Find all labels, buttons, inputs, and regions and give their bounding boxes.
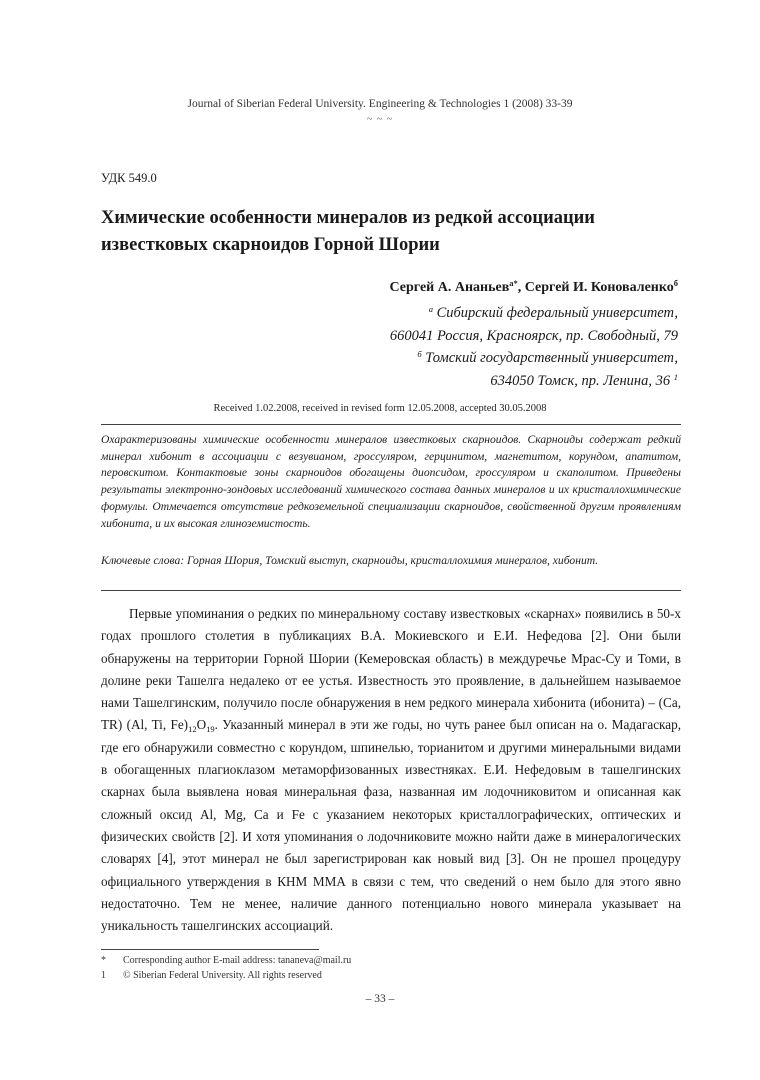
author-affiliation-mark: б: [673, 278, 678, 288]
author-affiliation-mark: а*: [509, 278, 518, 288]
author-name: Сергей А. Ананьев: [389, 280, 510, 295]
title-line-2: известковых скарноидов Горной Шории: [101, 235, 440, 255]
author-list: [389, 280, 678, 296]
title-line-1: Химические особенности минералов из редкой ассоциации: [101, 208, 595, 228]
subscript: 12: [188, 724, 197, 735]
author-name: Сергей И. Коноваленко: [524, 280, 674, 295]
footnote-mark: 1: [673, 371, 678, 382]
footnotes: [101, 954, 681, 983]
abstract: Охарактеризованы химические особенности минералов известковых скарноидов. Скарноиды содержат редкий минерал хибонит в ассоциации с везувианом, гроссуляром, герцинитом, магнетитом, корундом, апатитом, перовскитом. Контактовые зоны скарноидов обогащены диопсидом, гроссуляром и скаполитом. Приведены результаты электронно-зондовых исследований химического состава данных минералов и их кристаллохимические формулы. Отмечается отсутствие редкоземельной специализации скарноидов, свойственной другим проявлениям хибонита, и их высокая глиноземистость.: [101, 433, 681, 530]
footnote-divider: [101, 949, 319, 950]
divider: [101, 590, 681, 591]
footnote: [101, 954, 681, 969]
affiliation-line: $^б$ Томский государственный университет,: [417, 349, 678, 366]
author-separator: ,: [517, 280, 525, 295]
affiliation-mark: б: [417, 349, 422, 359]
affiliation-line: 634050 Томск, пр. Ленина, 36 $^1$: [490, 371, 678, 389]
affiliation-line: 660041 Россия, Красноярск, пр. Свободный, 79: [389, 327, 678, 344]
footnote-text: Corresponding author E-mail address: tananeva@mail.ru: [123, 955, 352, 966]
article-title: [101, 205, 671, 259]
keywords: Ключевые слова: Горная Шория, Томский выступ, скарноиды, кристаллохимия минералов, хибонит.: [101, 554, 599, 567]
received-dates: Received 1.02.2008, received in revised form 12.05.2008, accepted 30.05.2008: [213, 403, 547, 414]
footnote-mark: 1: [101, 969, 106, 981]
page-number: – 33 –: [365, 993, 395, 1005]
header-ornament: ~ ~ ~: [366, 114, 394, 125]
affiliation-line: $^а$ Сибирский федеральный университет,: [428, 304, 678, 321]
divider: [101, 424, 681, 425]
journal-header: Journal of Siberian Federal University. Engineering & Technologies 1 (2008) 33-39: [187, 98, 573, 110]
footnote-text: © Siberian Federal University. All rights reserved: [123, 969, 322, 981]
body-paragraph: Первые упоминания о редких по минеральному составу известковых «скарнах» появились в 50-х годах прошлого столетия в публикациях В.А. Мокиевского и Е.И. Нефедова [2]. Они были обнаружены на территории Горной Шории (Кемеровская область) в междуречье Мрас-Су и Томи, в долине реки Ташелга недалеко от ее устья. Известность это проявление, в дальнейшем называемое нами Ташелгинским, получило после обнаружения в нем редкого минерала хибонита (ибонита) – (Ca, TR) (Al, Ti, $Fe)_{12}O_{19}$. Указанный минерал в эти же годы, но чуть ранее был описан на о. Мадагаскар, где его обнаружили совместно с корундом, шпинелью, торианитом и другими минеральными видами в обогащенных плагиоклазом метаморфизованных известняках. Е.И. Нефедовым в ташелгинских скарнах была выявлена новая минеральная фаза, названная им лодочниковитом и описанная как сложный оксид Al, Mg, Ca и Fe с указанием некоторых кристаллографических, оптических и физических свойств [2]. И хотя упоминания о лодочниковите можно найти даже в минералогических словарях [4], этот минерал не был зарегистрирован как новый вид [3]. Он не прошел процедуру официального утверждения в КНМ ММА в связи с тем, что сведений о нем было для этого явно недостаточно. Тем не менее, наличие данного потенциально нового минерала указывает на уникальность ташелгинских ассоциаций.: [101, 606, 682, 934]
footnote: [101, 969, 681, 984]
affiliation-mark: а: [428, 304, 433, 314]
subscript: 19: [206, 724, 215, 735]
udk-code: УДК 549.0: [101, 171, 157, 185]
affiliations: [390, 302, 678, 392]
footnote-mark: *: [101, 955, 106, 966]
